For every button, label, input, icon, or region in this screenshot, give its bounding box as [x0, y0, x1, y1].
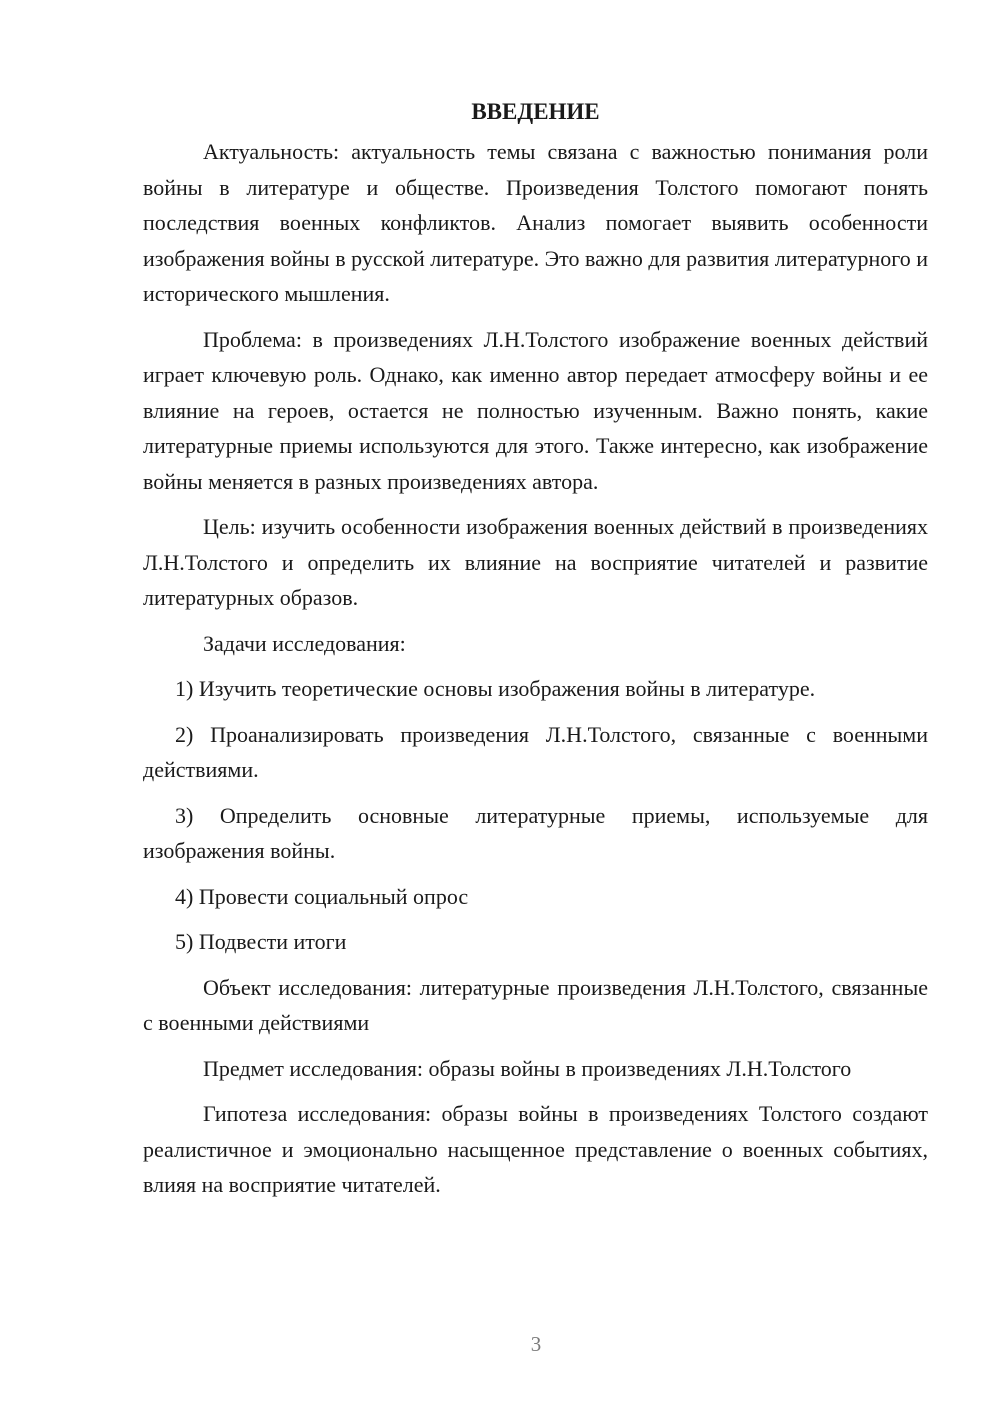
hypothesis-paragraph: Гипотеза исследования: образы войны в произведениях Толстого создают реалистичное и эмоционально насыщенное представление о военных событиях, влияя на восприятие читателей.	[143, 1101, 928, 1197]
task-item-2: 2) Проанализировать произведения Л.Н.Толстого, связанные с военными действиями.	[143, 721, 928, 782]
task-item-1: 1) Изучить теоретические основы изображения войны в литературе.	[175, 676, 816, 701]
task-item-5: 5) Подвести итоги	[175, 929, 347, 954]
page-number: 3	[530, 1332, 542, 1356]
task-item-4: 4) Провести социальный опрос	[175, 883, 469, 909]
object-paragraph: Объект исследования: литературные произведения Л.Н.Толстого, связанные с военными действиями	[143, 974, 928, 1035]
relevance-paragraph: Актуальность: актуальность темы связана с важностью понимания роли войны в литературе и обществе. Произведения Толстого помогают понять последствия военных конфликтов. Анализ помогает выявить особенности изображения войны в русской литературе. Это важно для развития литературного и исторического мышления.	[143, 139, 928, 306]
document-page	[143, 94, 928, 1213]
goal-paragraph: Цель: изучить особенности изображения военных действий в произведениях Л.Н.Толстого и определить их влияние на восприятие читателей и развитие литературных образов.	[143, 514, 928, 610]
tasks-heading: Задачи исследования:	[203, 630, 406, 656]
document-title: ВВЕДЕНИЕ	[471, 99, 600, 124]
task-item-3: 3) Определить основные литературные приемы, используемые для изображения войны.	[143, 802, 928, 863]
subject-paragraph: Предмет исследования: образы войны в произведениях Л.Н.Толстого	[203, 1055, 852, 1081]
problem-paragraph: Проблема: в произведениях Л.Н.Толстого изображение военных действий играет ключевую роль. Однако, как именно автор передает атмосферу войны и ее влияние на героев, остается не полностью изученным. Важно понять, какие литературные приемы используются для этого. Также интересно, как изображение войны меняется в разных произведениях автора.	[143, 326, 928, 494]
